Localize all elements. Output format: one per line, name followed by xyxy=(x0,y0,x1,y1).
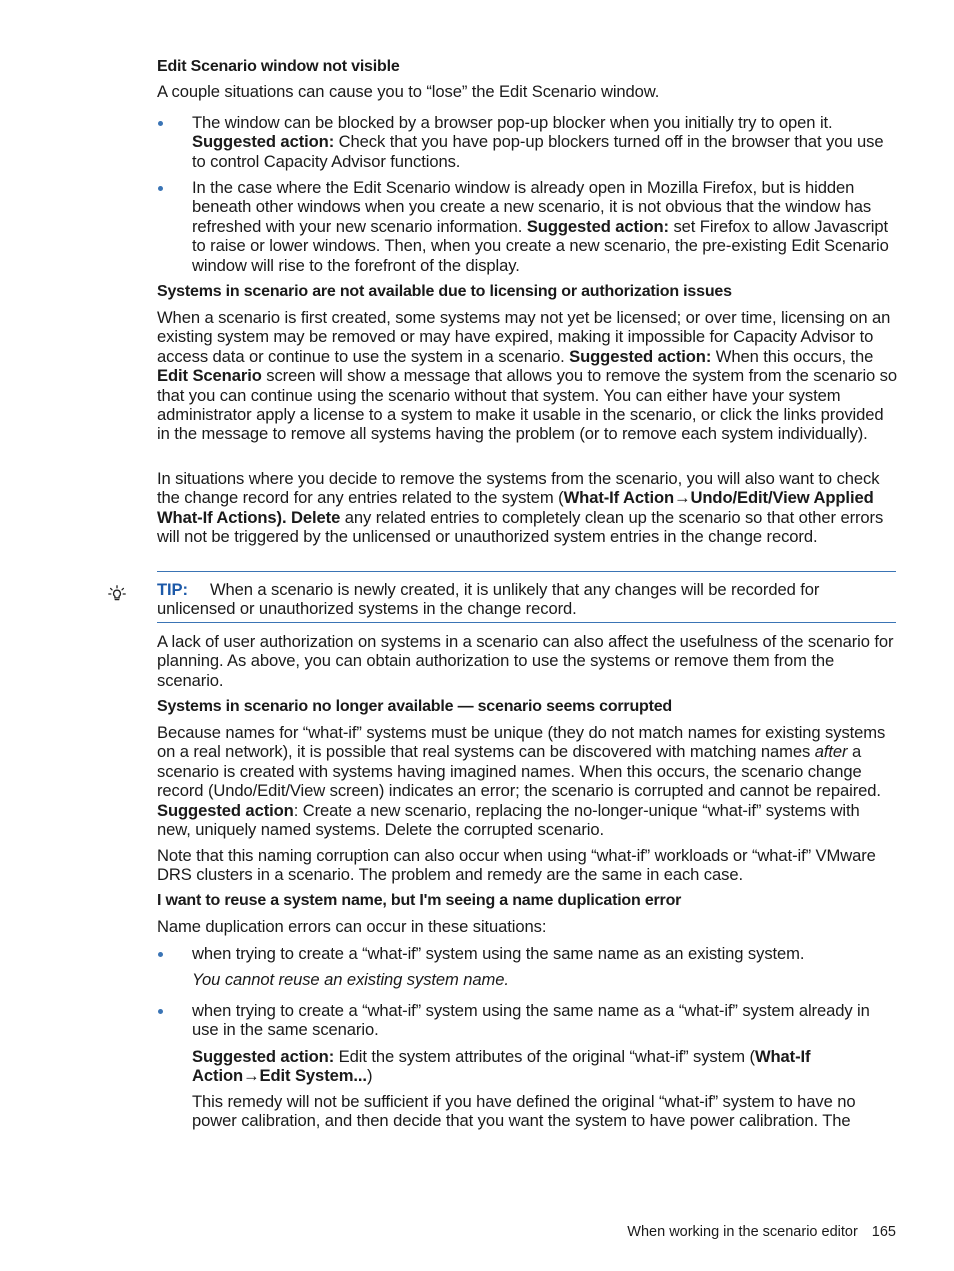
lightbulb-icon xyxy=(108,585,126,603)
list-item-paragraph: This remedy will not be sufficient if you have defined the original “what-if” system to have no power calibration, and then decide that you want the system to have power calibration. The xyxy=(192,1092,856,1131)
bullet-dot xyxy=(158,1009,163,1014)
paragraph: In situations where you decide to remove the systems from the scenario, you will also want to check the change record for any entries related to the system (What-If Action→Undo/Edit/View Applied What-If Actions). Delete any related entries to completely clean up the scenario so that other errors will not be triggered by the unlicensed or unauthorized system entries in the change record. xyxy=(157,469,884,547)
paragraph: Name duplication errors can occur in these situations: xyxy=(157,917,547,936)
tip-bottom-rule xyxy=(157,622,896,623)
tip-top-rule xyxy=(157,571,896,572)
list-item: In the case where the Edit Scenario window is already open in Mozilla Firefox, but is hidden beneath other windows when you create a new scenario, it is not obvious that the window has refreshed with your new scenario information. Suggested action: set Firefox to allow Javascript to raise or lower windows. Then, when you create a new scenario, the pre-existing Edit Scenario window will rise to the forefront of the display. xyxy=(192,178,889,275)
list-item-paragraph: Suggested action: Edit the system attributes of the original “what-if” system (What-If Action→Edit System...) xyxy=(192,1047,811,1086)
paragraph: A lack of user authorization on systems in a scenario can also affect the usefulness of the scenario for planning. As above, you can obtain authorization to use the systems or remove them from the scenario. xyxy=(157,632,894,690)
list-item: The window can be blocked by a browser pop-up blocker when you initially try to open it. Suggested action: Check that you have pop-up blockers turned off in the browser that you use to control Capacity Advisor functions. xyxy=(192,113,884,171)
paragraph: Note that this naming corruption can also occur when using “what-if” workloads or “what-if” VMware DRS clusters in a scenario. The problem and remedy are the same in each case. xyxy=(157,846,876,885)
tip-label: TIP: xyxy=(157,580,188,599)
heading-name-duplication: I want to reuse a system name, but I'm seeing a name duplication error xyxy=(157,892,682,909)
bullet-dot xyxy=(158,121,163,126)
page-number: 165 xyxy=(871,1224,896,1240)
heading-licensing-issues: Systems in scenario are not available due to licensing or authorization issues xyxy=(157,283,732,300)
list-item-note: You cannot reuse an existing system name. xyxy=(192,970,509,989)
footer-section-title: When working in the scenario editor xyxy=(627,1224,858,1240)
heading-edit-scenario-not-visible: Edit Scenario window not visible xyxy=(157,58,400,75)
heading-scenario-corrupted: Systems in scenario no longer available — scenario seems corrupted xyxy=(157,698,673,715)
list-item: when trying to create a “what-if” system using the same name as a “what-if” system already in use in the same scenario. xyxy=(192,1001,870,1040)
tip-note: TIP: When a scenario is newly created, it is unlikely that any changes will be recorded for unlicensed or unauthorized systems in the change record. xyxy=(157,580,820,619)
paragraph: Because names for “what-if” systems must be unique (they do not match names for existing systems on a real network), it is possible that real systems can be discovered with matching names after a scenario is created with systems having imagined names. When this occurs, the scenario change record (Undo/Edit/View screen) indicates an error; the scenario is corrupted and cannot be repaired. Suggested action: Create a new scenario, replacing the no-longer-unique “what-if” systems with new, uniquely named systems. Delete the corrupted scenario. xyxy=(157,723,886,840)
bullet-dot xyxy=(158,952,163,957)
bullet-dot xyxy=(158,186,163,191)
paragraph: A couple situations can cause you to “lose” the Edit Scenario window. xyxy=(157,82,660,101)
list-item: when trying to create a “what-if” system using the same name as an existing system. xyxy=(192,944,805,963)
page-footer xyxy=(627,1223,896,1241)
paragraph: When a scenario is first created, some systems may not yet be licensed; or over time, licensing on an existing system may be removed or may have expired, making it impossible for Capacity Advisor to access data or continue to use the system in a scenario. Suggested action: When this occurs, the Edit Scenario screen will show a message that allows you to remove the system from the scenario so that you can continue using the scenario without that system. You can either have your system administrator apply a license to a system to make it usable in the scenario, or click the links provided in the message to remove all systems having the problem (or to remove each system individually). xyxy=(157,308,897,444)
